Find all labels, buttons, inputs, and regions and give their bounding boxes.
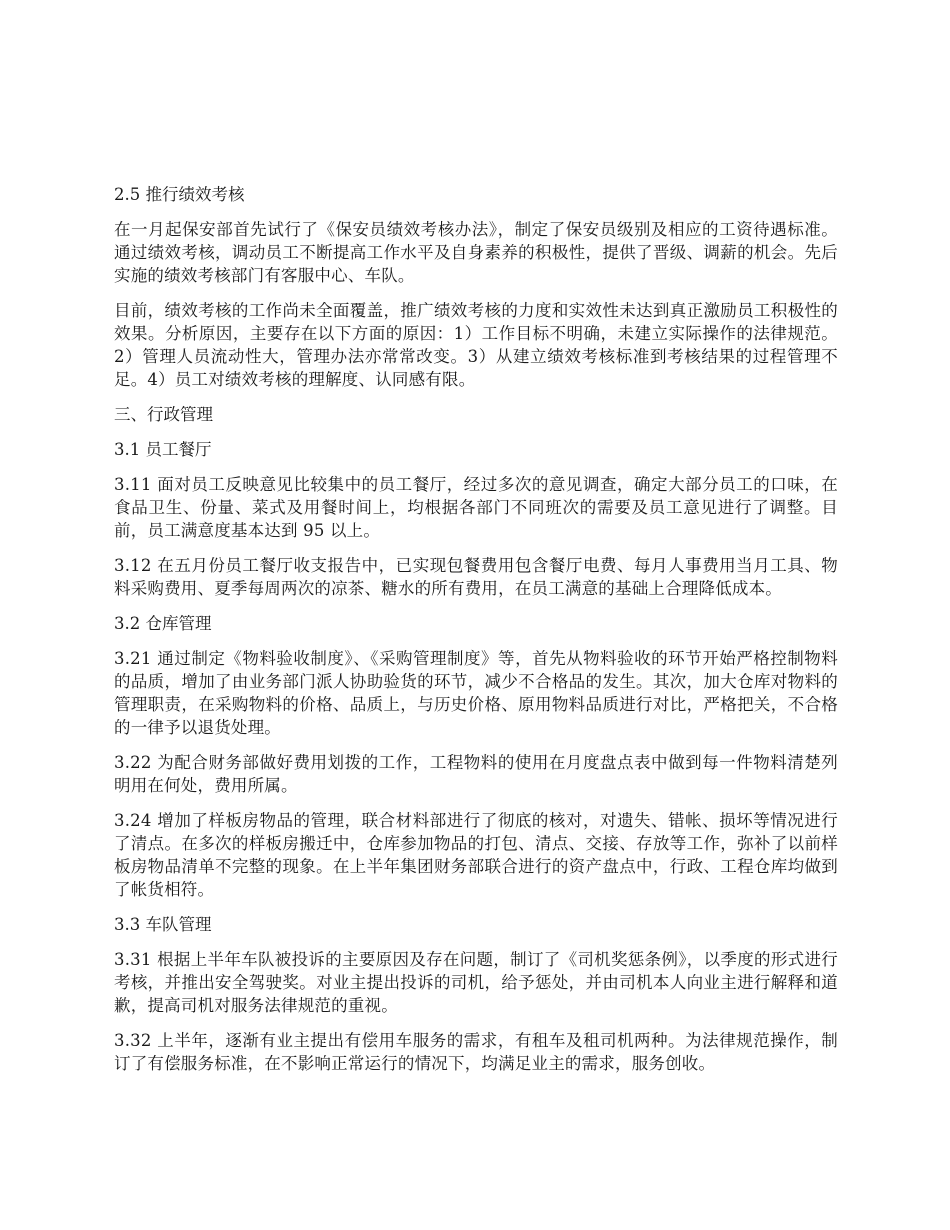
section-3-11-paragraph: 3.11 面对员工反映意见比较集中的员工餐厅，经过多次的意见调查，确定大部分员工的口味，在食品卫生、份量、菜式及用餐时间上，均根据各部门不同班次的需要及员工意见进行了调整。目前，员工满意度基本达到 95 以上。 xyxy=(114,475,838,540)
section-3-1-heading: 3.1 员工餐厅 xyxy=(114,440,212,459)
section-2-5-paragraph-2: 目前，绩效考核的工作尚未全面覆盖，推广绩效考核的力度和实效性未达到真正激励员工积极性的效果。分析原因，主要存在以下方面的原因：1）工作目标不明确，未建立实际操作的法律规范。2）管理人员流动性大，管理办法亦常常改变。3）从建立绩效考核标准到考核结果的过程管理不足。4）员工对绩效考核的理解度、认同感有限。 xyxy=(114,301,838,389)
section-3-32-paragraph: 3.32 上半年，逐渐有业主提出有偿用车服务的需求，有租车及租司机两种。为法律规范操作，制订了有偿服务标准，在不影响正常运行的情况下，均满足业主的需求，服务创收。 xyxy=(114,1031,838,1073)
section-3-31-paragraph: 3.31 根据上半年车队被投诉的主要原因及存在问题，制订了《司机奖惩条例》，以季度的形式进行考核，并推出安全驾驶奖。对业主提出投诉的司机，给予惩处，并由司机本人向业主进行解释和道歉，提高司机对服务法律规范的重视。 xyxy=(114,950,838,1015)
section-3-heading: 三、行政管理 xyxy=(114,405,213,424)
section-3-21-paragraph: 3.21 通过制定《物料验收制度》、《采购管理制度》等，首先从物料验收的环节开始严格控制物料的品质，增加了由业务部门派人协助验货的环节，减少不合格品的发生。其次，加大仓库对物料的管理职责，在采购物料的价格、品质上，与历史价格、原用物料品质进行对比，严格把关，不合格的一律予以退货处理。 xyxy=(114,649,838,737)
section-3-2-heading: 3.2 仓库管理 xyxy=(114,614,212,633)
section-3-3-heading: 3.3 车队管理 xyxy=(114,915,212,934)
section-3-24-paragraph: 3.24 增加了样板房物品的管理，联合材料部进行了彻底的核对，对遗失、错帐、损坏等情况进行了清点。在多次的样板房搬迁中，仓库参加物品的打包、清点、交接、存放等工作，弥补了以前样板房物品清单不完整的现象。在上半年集团财务部联合进行的资产盘点中，行政、工程仓库均做到了帐货相符。 xyxy=(114,811,838,899)
section-3-22-paragraph: 3.22 为配合财务部做好费用划拨的工作，工程物料的使用在月度盘点表中做到每一件物料清楚列明用在何处，费用所属。 xyxy=(114,753,838,795)
section-2-5-paragraph-1: 在一月起保安部首先试行了《保安员绩效考核办法》，制定了保安员级别及相应的工资待遇标准。通过绩效考核，调动员工不断提高工作水平及自身素养的积极性，提供了晋级、调薪的机会。先后实施的绩效考核部门有客服中心、车队。 xyxy=(114,220,838,285)
document-page xyxy=(114,183,838,1087)
section-3-12-paragraph: 3.12 在五月份员工餐厅收支报告中，已实现包餐费用包含餐厅电费、每月人事费用当月工具、物料采购费用、夏季每周两次的凉茶、糖水的所有费用，在员工满意的基础上合理降低成本。 xyxy=(114,556,838,598)
section-2-5-heading: 2.5 推行绩效考核 xyxy=(114,185,245,204)
